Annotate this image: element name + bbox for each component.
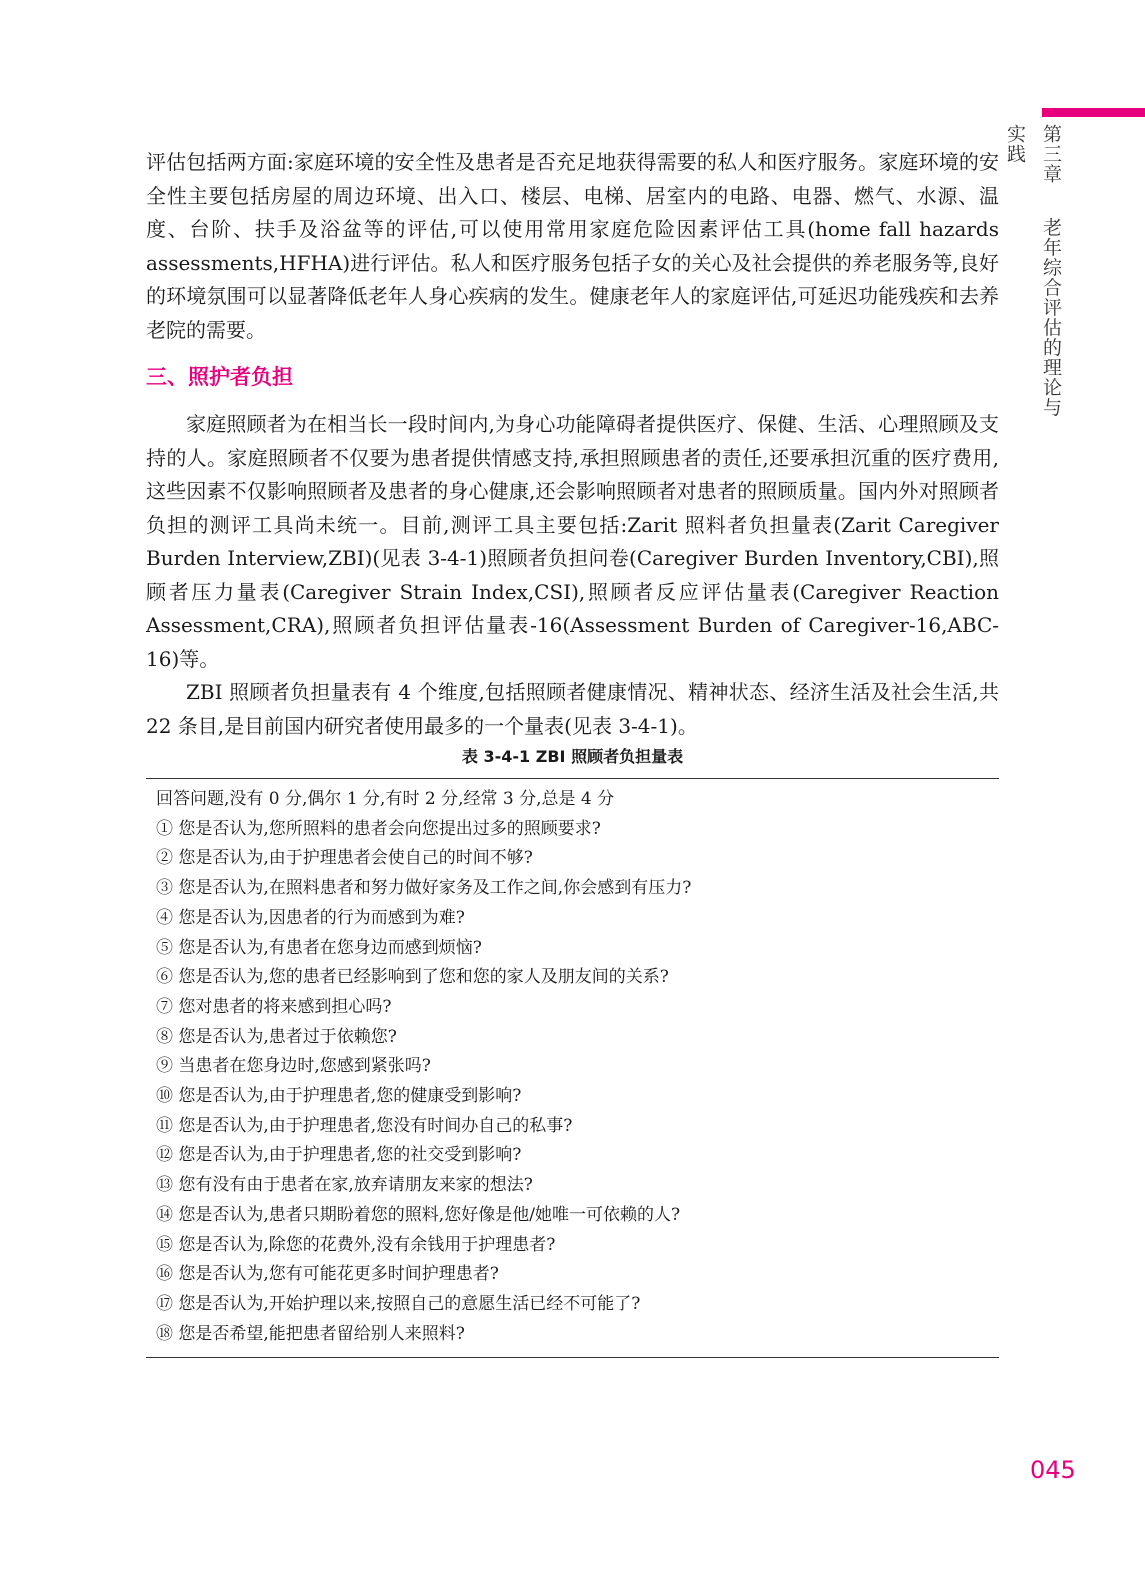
table-row: ⑮ 您是否认为,除您的花费外,没有余钱用于护理患者? [156, 1234, 556, 1255]
body-paragraph-1: 家庭照顾者为在相当长一段时间内,为身心功能障碍者提供医疗、保健、生活、心理照顾及支持的人。家庭照顾者不仅要为患者提供情感支持,承担照顾患者的责任,还要承担沉重的医疗费用,这些因素不仅影响照顾者及患者的身心健康,还会影响照顾者对患者的照顾质量。国内外对照顾者负担的测评工具尚未统一。目前,测评工具主要包括:Zarit 照料者负担量表(Zarit Caregiver Burden Interview,ZBI)(见表 3-4-1)照顾者负担问卷(Caregiver Burden Inventory,CBI),照顾者压力量表(Caregiver Strain Index,CSI),照顾者反应评估量表(Caregiver Reaction Assessment,CRA),照顾者负担评估量表-16(Assessment Burden of Caregiver-16,ABC-16)等。 [146, 412, 999, 671]
sidebar-chapter-label: 第三章 [1040, 124, 1062, 184]
table-row: ① 您是否认为,您所照料的患者会向您提出过多的照顾要求? [156, 818, 601, 839]
table-row: ⑯ 您是否认为,您有可能花更多时间护理患者? [156, 1264, 499, 1285]
table-row: ⑭ 您是否认为,患者只期盼着您的照料,您好像是他/她唯一可依赖的人? [156, 1204, 681, 1225]
page-body [146, 146, 999, 1358]
intro-paragraph: 评估包括两方面:家庭环境的安全性及患者是否充足地获得需要的私人和医疗服务。家庭环境的安全性主要包括房屋的周边环境、出入口、楼层、电梯、居室内的电路、电器、燃气、水源、温度、台阶、扶手及浴盆等的评估,可以使用常用家庭危险因素评估工具(home fall hazards assessments,HFHA)进行评估。私人和医疗服务包括子女的关心及社会提供的养老服务等,良好的环境氛围可以显著降低老年人身心疾病的发生。健康老年人的家庭评估,可延迟功能残疾和去养老院的需要。 [146, 150, 999, 342]
table-row: ⑥ 您是否认为,您的患者已经影响到了您和您的家人及朋友间的关系? [156, 967, 669, 988]
table-row: ② 您是否认为,由于护理患者会使自己的时间不够? [156, 848, 533, 869]
table-row: ⑦ 您对患者的将来感到担心吗? [156, 996, 392, 1017]
sidebar-accent-bar [1042, 108, 1145, 117]
table-row: ⑧ 您是否认为,患者过于依赖您? [156, 1026, 397, 1047]
table-row: ④ 您是否认为,因患者的行为而感到为难? [156, 907, 465, 928]
table-row-instructions: 回答问题,没有 0 分,偶尔 1 分,有时 2 分,经常 3 分,总是 4 分 [156, 789, 615, 809]
body-paragraph-2: ZBI 照顾者负担量表有 4 个维度,包括照顾者健康情况、精神状态、经济生活及社会生活,共 22 条目,是目前国内研究者使用最多的一个量表(见表 3-4-1)。 [146, 680, 999, 738]
table-row: ⑱ 您是否希望,能把患者留给别人来照料? [156, 1323, 465, 1344]
section-title: 三、照护者负担 [146, 365, 293, 389]
table-row: ⑬ 您有没有由于患者在家,放弃请朋友来家的想法? [156, 1175, 533, 1196]
sidebar-chapter-tab [1004, 124, 1069, 424]
table-row: ⑫ 您是否认为,由于护理患者,您的社交受到影响? [156, 1145, 522, 1166]
table-row: ⑩ 您是否认为,由于护理患者,您的健康受到影响? [156, 1086, 522, 1107]
page-number: 045 [1030, 1456, 1076, 1484]
zbi-table [146, 778, 999, 1358]
table-row: ⑤ 您是否认为,有患者在您身边而感到烦恼? [156, 937, 482, 958]
table-row: ⑪ 您是否认为,由于护理患者,您没有时间办自己的私事? [156, 1115, 573, 1136]
table-row: ⑨ 当患者在您身边时,您感到紧张吗? [156, 1056, 431, 1077]
table-row: ③ 您是否认为,在照料患者和努力做好家务及工作之间,你会感到有压力? [156, 878, 692, 899]
sidebar-chapter-title: 老年综合评估的理论与实践 [1004, 124, 1062, 418]
table-row: ⑰ 您是否认为,开始护理以来,按照自己的意愿生活已经不可能了? [156, 1293, 641, 1314]
table-caption: 表 3-4-1 ZBI 照顾者负担量表 [461, 747, 684, 766]
